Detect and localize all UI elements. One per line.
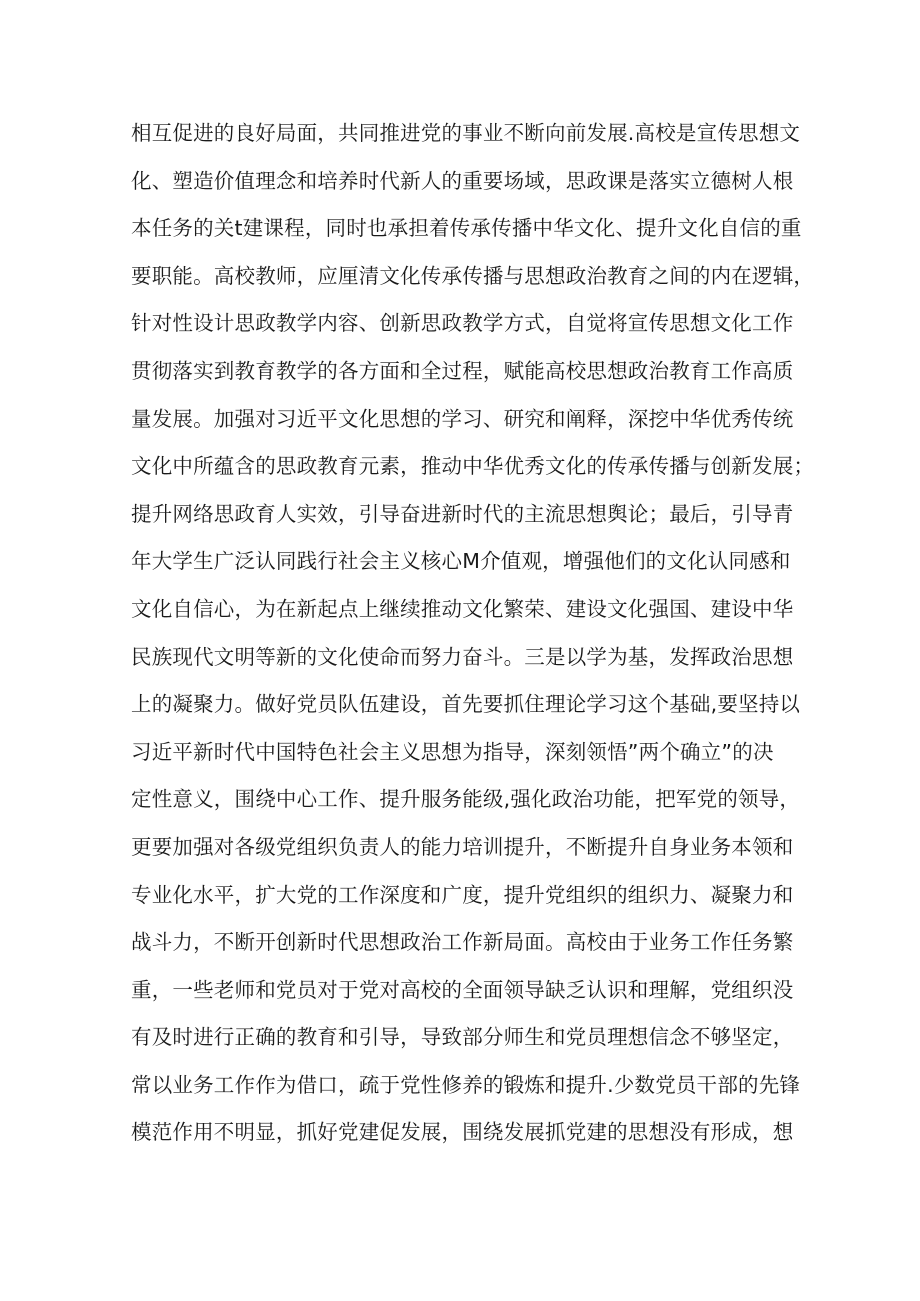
- text-line: 提升网络思政育人实效，引导奋进新时代的主流思想舆论；最后，引导青: [131, 501, 794, 526]
- text-line: 有及时进行正确的教育和引导，导致部分师生和党员理想信念不够坚定，: [131, 1025, 794, 1050]
- text-line: 定性意义，围绕中心工作、提升服务能级,强化政治功能，把军党的领导，: [131, 787, 801, 812]
- text-line: 模范作用不明显，抓好党建促发展，围绕发展抓党建的思想没有形成，想: [131, 1120, 794, 1145]
- text-line: 文化自信心，为在新起点上继续推动文化繁荣、建设文化强国、建设中华: [131, 596, 794, 621]
- text-line: 文化中所蕴含的思政教育元素，推动中华优秀文化的传承传播与创新发展；: [131, 454, 815, 479]
- text-line: 本任务的关t建课程，同时也承担着传承传播中华文化、提升文化自信的重: [131, 216, 802, 241]
- text-line: 民族现代文明等新的文化使命而努力奋斗。三是以学为基，发挥政治思想: [131, 644, 794, 669]
- text-line: 贯彻落实到教育教学的各方面和全过程，赋能高校思想政治教育工作高质: [131, 358, 794, 383]
- text-line: 要职能。高校教师，应厘清文化传承传播与思想政治教育之间的内在逻辑，: [131, 263, 815, 288]
- text-line: 上的凝聚力。做好党员队伍建设，首先要抓住理论学习这个基础,要坚持以: [131, 692, 801, 717]
- text-line: 年大学生广泛认同践行社会主义核心M介值观，增强他们的文化认同感和: [131, 549, 791, 574]
- text-line: 常以业务工作作为借口，疏于党性修养的锻炼和提升.少数党员干部的先锋: [131, 1072, 801, 1097]
- body-text: [131, 110, 815, 1157]
- text-line: 针对性设计思政教学内容、创新思政教学方式，自觉将宣传思想文化工作: [131, 311, 794, 336]
- text-line: 重，一些老师和党员对于党对高校的全面领导缺乏认识和理解，党组织没: [131, 977, 794, 1002]
- text-line: 化、塑造价值理念和培养时代新人的重要场域，思政课是落实立德树人根: [131, 168, 794, 193]
- text-line: 量发展。加强对习近平文化思想的学习、研究和阐释，深挖中华优秀传统: [131, 406, 794, 431]
- text-line: 相互促进的良好局面，共同推进党的事业不断向前发展.高校是宣传思想文: [131, 121, 801, 145]
- text-line: 战斗力，不断开创新时代思想政治工作新局面。高校由于业务工作任务繁: [131, 930, 794, 955]
- text-line: 专业化水平，扩大党的工作深度和广度，提升党组织的组织力、凝聚力和: [131, 882, 794, 907]
- text-line: 习近平新时代中国特色社会主义思想为指导，深刻领悟”两个确立”的决: [131, 739, 774, 764]
- text-line: 更要加强对各级党组织负责人的能力培训提升，不断提升自身业务本领和: [131, 834, 794, 859]
